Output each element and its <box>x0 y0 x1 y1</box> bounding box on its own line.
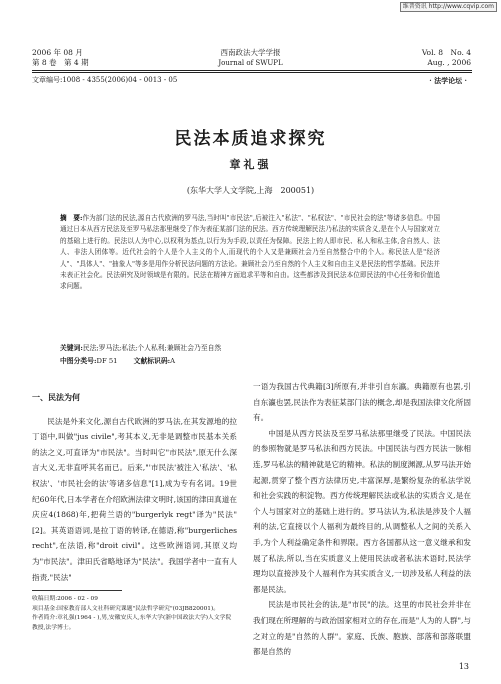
journal-name-en: Journal of SWUPL <box>218 59 283 67</box>
right-paragraph-3: 民法是市民社会的法,是"市民"的法。这里的市民社会并非在我们现在所理解的与政治国家相对立的存在,而是"人为的人群",与之对立的是"自然的人群"。家庭、氏族、胞族、部落和部落联盟都是自然的 <box>253 600 471 657</box>
classification <box>60 356 440 367</box>
abstract <box>60 213 440 293</box>
article-number: 文章编号:1008 - 4355(2006)04 - 0013 - 05 <box>32 76 178 84</box>
header-rule <box>32 70 472 71</box>
footnote <box>32 595 237 633</box>
article-title: 民法本质追求探究 <box>174 129 327 149</box>
author-name: 章礼强 <box>229 158 272 171</box>
fund-info: 项目基金:国家教育部人文社科研究课题"民法哲学研究"(03JB820001)。 <box>32 605 220 612</box>
author-info: 作者简介:章礼强(1964 - ),男,安徽安庆人,东华大学(浙中国政法大学)人文学院教授,法学博士。 <box>32 615 232 631</box>
right-paragraph-1: 一语为我国古代典籍[3]所原有,并非引自东瀛。典籍原有也罢,引自东瀛也罢,民法作为表征某部门法的概念,却是我国法律文化所固有。 <box>253 382 471 423</box>
left-column <box>32 390 237 585</box>
journal-issue-right <box>422 48 471 68</box>
doc-code: A <box>170 357 176 365</box>
page-number: 13 <box>458 662 469 671</box>
issue-volume: 第 8 卷 第 4 期 <box>32 58 89 67</box>
right-column <box>253 379 471 660</box>
doc-code-label: 文献标识码: <box>133 357 171 365</box>
abstract-label: 摘 要: <box>60 214 83 222</box>
abstract-text: 作为部门法的民法,源自古代欧洲的罗马法,当时叫"市民法",后被注入"私法"、"私权法"、"市民社会的法"等诸多信息。中国通过日本从西方民法及至罗马私法那里继受了作为表征某部门法的民法。西方传统理解民法乃私法的实质含义,是在个人与国家对立的基础上进行的。民法以人为中心,以权利为基点,以行为为手段,以责任为保障。民法上的人即市民、私人和私主体,含自然人、法人、非法人团体等。近代社会的个人是个人主义的个人,而现代的个人又是兼顾社会乃至自然整合中的个人。称民法人是"经济人"、"具体人"、"抽象人"等多是用作分析民法问题的方法论。兼顾社会乃至自然的个人主义和自由主义是民法的哲学基础。民法并未表正社会化。民法研究及时领域是有限的。民法在精神方面追求平等和自由。这些都涉及到民法本位即民法的中心任务和价值追求问题。 <box>60 214 440 291</box>
footnote-rule <box>32 590 122 591</box>
classification-code: DF 51 <box>96 357 118 365</box>
watermark-label: 维普资讯 http://www.cqvip.com <box>400 2 497 12</box>
header-rule-thin <box>32 72 472 73</box>
keywords-label: 关键词: <box>60 344 83 352</box>
left-paragraph: 民法是外来文化,源自古代欧洲的罗马法,在其发源地的拉丁语中,叫做"jus civile",考其本义,无非是调整市民基本关系的法之义,可直译为"市民法"。当时叫它"市民法",原无什么深言大义,无非直呼其名而已。后来,"'市民法'被注入'私法'、'私权法'、'市民社会的法'等诸多信息"[1],成为专有名词。19世纪60年代,日本学者在介绍欧洲法律文明时,该国的津田真道在庆应4(1868)年,把荷兰语的"burgerlyk regt"译为"民法"[2]。其英语语词,是拉丁语的转译,在德语,称"burgerliches recht",在法语,称"droit civil"。这些欧洲语词,其原义均为"市民法"。津田氏省略地译为"民法"。我国学者中一直有人指责,"民法" <box>32 416 237 582</box>
volume-number: Vol. 8 No. 4 <box>421 48 471 57</box>
author-affiliation: (东华大学人文学院,上海 200051) <box>186 186 315 195</box>
classification-label: 中图分类号: <box>60 357 97 365</box>
keywords <box>60 343 440 354</box>
right-paragraph-2: 中国是从西方民法及至罗马私法那里继受了民法。中国民法的参照物就是罗马私法和西方民法。中国民法与西方民法一脉相连,罗马私法的精神就是它的精神。私法的制度渊源,从罗马法开始起源,贯穿了整个西方法律历史,丰富深厚,是繁纷复杂的私法学说和社会实践的积淀物。西方传统理解民法或私法的实质含义,是在个人与国家对立的基础上进行的。罗马法认为,私法是涉及个人福利的法,它直接以个人福利为最终目的,从调整私人之间的关系入手,为个人利益确定条件和界限。西方各国都从这一意义继承和发展了私法,所以,当在实质意义上使用民法或者私法术语时,民法学理均以直接涉及个人福利作为其实质含义,一切涉及私人利益的法都是民法。 <box>253 428 471 594</box>
section-tag: · 法学论坛 · <box>429 76 467 85</box>
journal-name-cn: 西南政法大学学报 <box>220 48 281 57</box>
issue-date: 2006 年 08 月 <box>32 48 83 57</box>
keywords-text: 民法;罗马法;私法;个人私利;兼顾社会乃至自然 <box>82 344 222 352</box>
section-heading: 一、民法为何 <box>32 392 80 402</box>
issue-month: Aug. , 2006 <box>427 58 471 67</box>
received-date: 收稿日期:2006 - 02 - 09 <box>32 596 98 602</box>
